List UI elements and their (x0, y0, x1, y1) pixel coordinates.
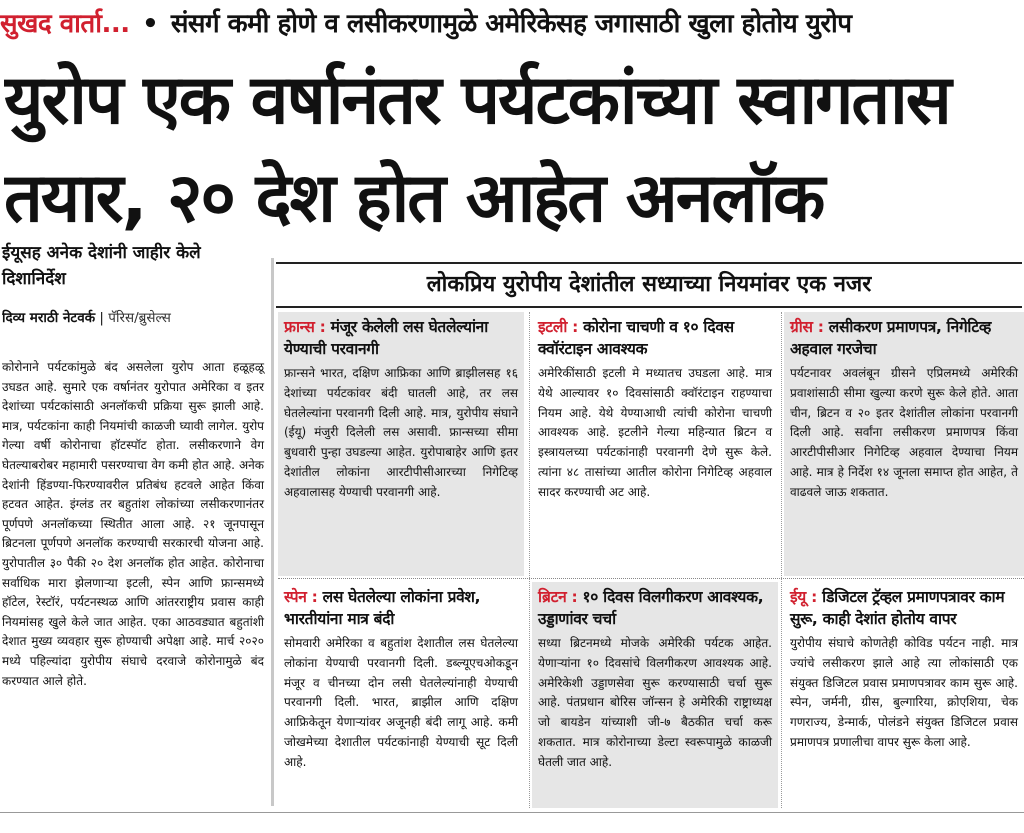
country-headline-text: लस घेतलेल्या लोकांना प्रवेश, भारतीयांना मात्र बंदी (284, 588, 481, 628)
country-headline-text: डिजिटल ट्रॅव्हल प्रमाणपत्रावर काम सुरू, काही देशांत होतोय वापर (790, 588, 1005, 628)
country-name: ईयू : (790, 588, 817, 606)
subheadline: ईयूसह अनेक देशांनी जाहीर केले दिशानिर्देश (2, 243, 201, 289)
box-title: लोकप्रिय युरोपीय देशांतील सध्याच्या नियमांवर एक नजर (276, 262, 1022, 308)
kicker-label: सुखद वार्ता... (0, 9, 130, 39)
country-card-eu (784, 582, 1024, 808)
country-headline-text: मंजूर केलेली लस घेतलेल्यांना येण्याची परवानगी (284, 318, 488, 358)
lead-paragraph: कोरोनाने पर्यटकांमुळे बंद असलेला युरोप आता हळूहळू उघडत आहे. सुमारे एक वर्षानंतर युरोपात अमेरिका व इतर देशांच्या पर्यटकांसाठी अनलॉकची प्रक्रिया सुरू झाली आहे. मात्र, पर्यटकांना काही नियमांची काळजी घ्यावी लागेल. युरोप गेल्या वर्षी कोरोनाचा हॉटस्पॉट होता. लसीकरणाने वेग घेतल्याबरोबर महामारी पसरण्याचा वेग कमी होत आहे. अनेक देशांनी हिंडण्या-फिरण्यावरील प्रतिबंध हटवले आहेत किंवा हटवत आहेत. इंग्लंड तर बहुतांश लोकांच्या लसीकरणानंतर पूर्णपणे अनलॉकच्या स्थितीत आला आहे. २१ जूनपासून ब्रिटनला पूर्णपणे अनलॉक करण्याची सरकारची योजना आहे. युरोपातील ३० पैकी २० देश अनलॉक होत आहेत. कोरोनाचा सर्वाधिक मारा झेलणाऱ्या इटली, स्पेन आणि फ्रान्समध्ये हॉटेल, रेस्टॉरं, पर्यटनस्थळ आणि आंतरराष्ट्रीय प्रवास काही नियमांसह खुले केले जात आहेत. एका आठवड्यात बहुतांशी देशात मुख्य व्यवहार सुरू होण्याची अपेक्षा आहे. मार्च २०२० मध्ये पहिल्यांदा युरोपीय संघाचे दरवाजे कोरोनामुळे बंद करण्यात आले होते. (2, 360, 264, 688)
country-body: सध्या ब्रिटनमध्ये मोजके अमेरिकी पर्यटक आहेत. येणाऱ्यांना १० दिवसांचे विलगीकरण आवश्यक आहे. अमेरिकेशी उड्डाणसेवा सुरू करण्यासाठी चर्चा सुरू आहे. पंतप्रधान बोरिस जॉन्सन हे अमेरिकी राष्ट्राध्यक्ष जो बायडेन यांच्याशी जी-७ बैठकीत चर्चा करू शकतात. मात्र कोरोनाच्या डेल्टा स्वरूपामुळे काळजी घेतली जात आहे. (538, 636, 772, 769)
country-headline (538, 316, 772, 360)
country-body: सोमवारी अमेरिका व बहुतांश देशातील लस घेतलेल्या लोकांना येण्याची परवानगी दिली. डब्ल्यूएचओकडून मंजूर व चीनच्या दोन लसी घेतलेल्यांनाही येण्याची परवानगी दिली. भारत, ब्राझील आणि दक्षिण आफ्रिकेतून येणाऱ्यांवर अजूनही बंदी लागू आहे. कमी जोखमेच्या देशातील पर्यटकांनाही येण्याची सूट दिली आहे. (284, 636, 518, 769)
country-body: पर्यटनावर अवलंबून ग्रीसने एप्रिलमध्ये अमेरिकी प्रवाशांसाठी सीमा खुल्या करणे सुरू केले होते. आता चीन, ब्रिटन व २० इतर देशांतील लोकांना परवानगी दिली आहे. सर्वांना लसीकरण प्रमाणपत्र किंवा आरटीपीसीआर निगेटिव्ह अहवाल देण्याचा नियम आहे. मात्र हे निर्देश १४ जूनला समाप्त होत आहेत, ते वाढवले जाऊ शकतात. (790, 366, 1018, 499)
byline-separator: | (99, 310, 104, 326)
headline-line-1: युरोप एक वर्षानंतर पर्यटकांच्या स्वागतास (4, 61, 950, 140)
country-headline-text: १० दिवस विलगीकरण आवश्यक, उड्डाणांवर चर्चा (538, 588, 764, 628)
country-headline (790, 586, 1018, 630)
grid-divider-vertical-1 (529, 312, 530, 808)
country-card-spain (278, 582, 524, 808)
country-card-greece (784, 312, 1024, 576)
kicker-bullet: • (142, 9, 159, 39)
country-headline-text: लसीकरण प्रमाणपत्र, निगेटिव्ह अहवाल गरजेचा (790, 318, 992, 358)
country-headline-text: कोरोना चाचणी व १० दिवस क्वॉरंटाइन आवश्यक (538, 318, 734, 358)
byline (2, 306, 264, 330)
byline-place: पॅरिस/ब्रुसेल्स (108, 310, 171, 326)
kicker-text: संसर्ग कमी होणे व लसीकरणामुळे अमेरिकेसह जगासाठी खुला होतोय युरोप (170, 9, 852, 39)
headline-line-2: तयार, २० देश होत आहेत अनलॉक (4, 159, 824, 238)
column-divider (271, 258, 274, 806)
country-body: युरोपीय संघाचे कोणतेही कोविड पर्यटन नाही. मात्र ज्यांचे लसीकरण झाले आहे त्या लोकांसाठी एक संयुक्त डिजिटल प्रवास प्रमाणपत्रावर काम सुरू आहे. स्पेन, जर्मनी, ग्रीस, बुल्गारिया, क्रोएशिया, चेक गणराज्य, डेन्मार्क, पोलंडने संयुक्त डिजिटल प्रवास प्रमाणपत्र प्रणालीचा वापर सुरू केला आहे. (790, 636, 1018, 749)
country-card-italy (532, 312, 778, 576)
main-headline (4, 52, 1020, 248)
country-card-britain (532, 582, 778, 808)
country-body: फ्रान्सने भारत, दक्षिण आफ्रिका आणि ब्राझीलसह १६ देशांच्या पर्यटकांवर बंदी घातली आहे, तर लस घेतलेल्यांना परवानगी दिली आहे. मात्र, युरोपीय संघाने (ईयू) मंजुरी दिलेली लस असावी. फ्रान्सच्या सीमा बुधवारी पुन्हा उघडल्या आहेत. युरोपाबाहेर आणि इतर देशांतील लोकांना आरटीपीसीआरच्या निगेटिव्ह अहवालासह येण्याची परवानगी आहे. (284, 366, 518, 499)
country-headline (284, 586, 518, 630)
country-name: इटली : (538, 318, 579, 336)
country-body: अमेरिकींसाठी इटली मे मध्यातच उघडला आहे. मात्र येथे आल्यावर १० दिवसांसाठी क्वॉरंटाइन राहण्याचा नियम आहे. येथे येण्याआधी त्यांची कोरोना चाचणी आवश्यक आहे. इटलीने गेल्या महिन्यात ब्रिटन व इस्त्रायलच्या पर्यटकांनाही परवानगी देणे सुरू केले. त्यांना ४८ तासांच्या आतील कोरोना निगेटिव्ह अहवाल सादर करण्याची अट आहे. (538, 366, 772, 499)
country-name: फ्रान्स : (284, 318, 326, 336)
country-name: स्पेन : (284, 588, 318, 606)
country-name: ग्रीस : (790, 318, 824, 336)
country-card-france (278, 312, 524, 576)
byline-agency: दिव्य मराठी नेटवर्क (2, 310, 96, 326)
country-name: ब्रिटन : (538, 588, 578, 606)
country-headline (790, 316, 1018, 360)
country-headline (538, 586, 772, 630)
bottom-rule (0, 812, 1024, 813)
kicker-line (0, 4, 1024, 44)
grid-divider-horizontal (278, 578, 1024, 579)
country-headline (284, 316, 518, 360)
grid-divider-vertical-2 (781, 312, 782, 808)
